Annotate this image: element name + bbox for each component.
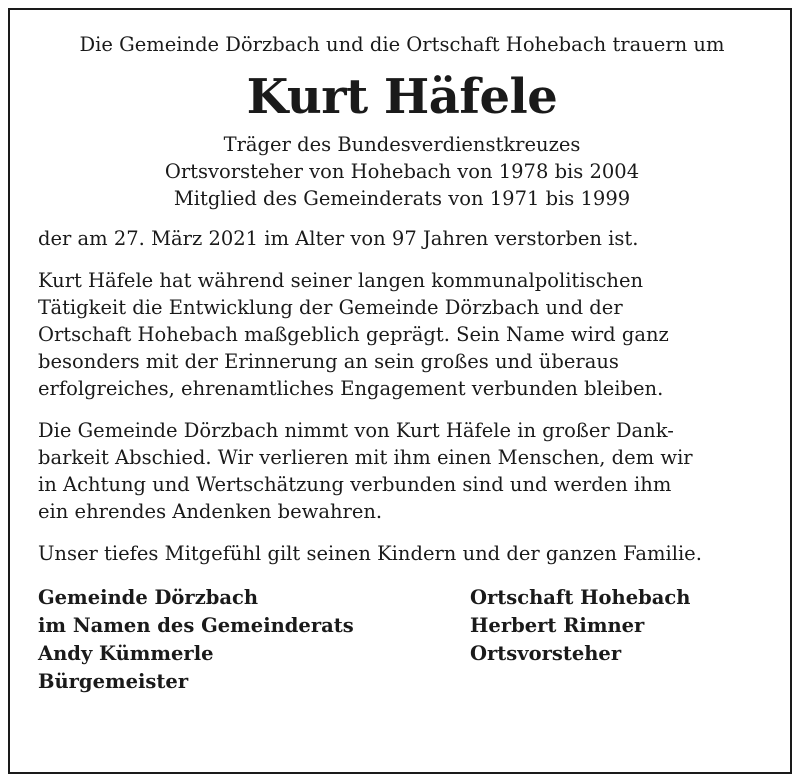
signature-municipality [38, 584, 354, 696]
signature-village [470, 584, 690, 668]
obituary-notice [8, 8, 792, 774]
paragraph-line: erfolgreiches, ehrenamtliches Engagement verbunden bleiben. [38, 377, 664, 400]
paragraph-line: Ortschaft Hohebach maßgeblich geprägt. Sein Name wird ganz [38, 323, 669, 346]
intro-line: Die Gemeinde Dörzbach und die Ortschaft Hohebach trauern um [79, 33, 725, 56]
signature-line: Herbert Rimner [470, 614, 645, 637]
tribute-paragraph [38, 267, 766, 402]
signature-line: Gemeinde Dörzbach [38, 586, 259, 609]
signature-line: Ortschaft Hohebach [470, 586, 691, 609]
deceased-name: Kurt Häfele [246, 69, 558, 125]
honor-line: Ortsvorsteher von Hohebach von 1978 bis 2004 [164, 160, 640, 183]
honor-line: Träger des Bundesverdienstkreuzes [223, 133, 581, 156]
paragraph-line: Tätigkeit die Entwicklung der Gemeinde Dörzbach und der [38, 296, 623, 319]
paragraph-line: Kurt Häfele hat während seiner langen kommunalpolitischen [38, 269, 644, 292]
paragraph-line: barkeit Abschied. Wir verlieren mit ihm einen Menschen, dem wir [38, 446, 693, 469]
condolence-paragraph [38, 540, 766, 567]
honor-line: Mitglied des Gemeinderats von 1971 bis 1999 [173, 187, 631, 210]
death-statement [38, 225, 766, 252]
paragraph-line: Die Gemeinde Dörzbach nimmt von Kurt Häfele in großer Dank- [38, 419, 674, 442]
signature-line: Andy Kümmerle [38, 642, 214, 665]
paragraph-line: in Achtung und Wertschätzung verbunden sind und werden ihm [38, 473, 672, 496]
paragraph-line: besonders mit der Erinnerung an sein großes und überaus [38, 350, 619, 373]
signature-line: Ortsvorsteher [470, 642, 622, 665]
paragraph-line: ein ehrendes Andenken bewahren. [38, 500, 383, 523]
signature-line: im Namen des Gemeinderats [38, 614, 354, 637]
notice-content [38, 28, 766, 696]
death-line: der am 27. März 2021 im Alter von 97 Jahren verstorben ist. [38, 227, 639, 250]
signature-block [38, 584, 766, 696]
signature-line: Bürgemeister [38, 670, 189, 693]
honors-list [38, 131, 766, 212]
farewell-paragraph [38, 417, 766, 525]
condolence-line: Unser tiefes Mitgefühl gilt seinen Kindern und der ganzen Familie. [38, 542, 702, 565]
